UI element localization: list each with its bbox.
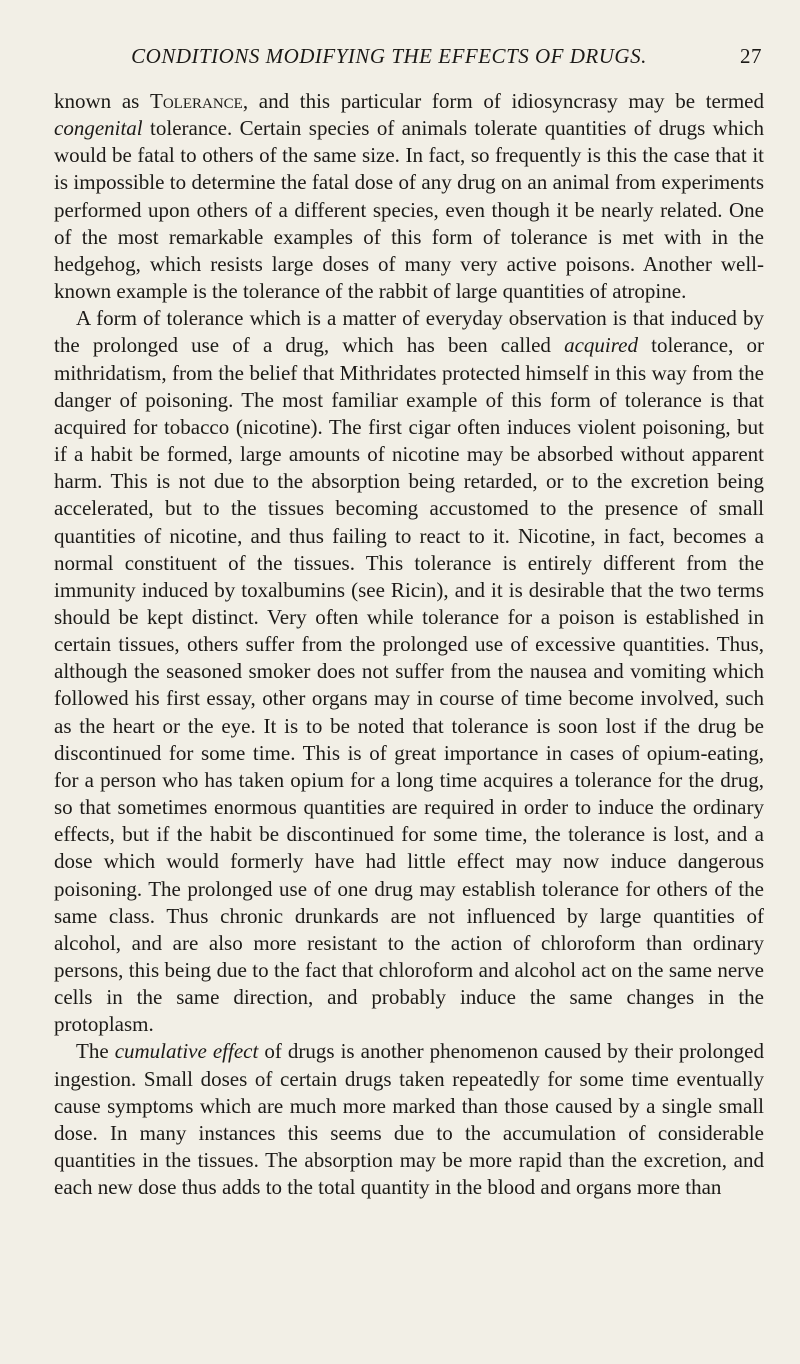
text-run: tolerance. Certain species of animals tolerate quantities of drugs which would be fatal to others of the same size. In fact, so frequently is this the case that it is impossible to determine the fatal dose of any drug on an animal from experiments performed upon others of a different species, even though it be nearly related. One of the most remarkable examples of this form of tolerance is met with in the hedgehog, which resists large doses of many very active poisons. Another well-known example is the tolerance of the rabbit of large quantities of atropine.: [54, 116, 764, 304]
paragraph-acquired-tolerance: [54, 305, 764, 1038]
text-run: of drugs is another phenomenon caused by their prolonged ingestion. Small doses of certain drugs taken repeatedly for some time eventually cause symptoms which are much more marked than those caused by a single small dose. In many instances this seems due to the accumulation of considerable quantities in the tissues. The absorption may be more rapid than the excretion, and each new dose thus adds to the total quantity in the blood and organs more than: [54, 1039, 764, 1200]
term-tolerance: Tolerance: [150, 89, 243, 113]
running-title: CONDITIONS MODIFYING THE EFFECTS OF DRUGS.: [131, 44, 647, 68]
term-congenital: congenital: [54, 116, 143, 141]
running-head: [54, 44, 764, 82]
paragraph-tolerance: [54, 88, 764, 305]
text-run: tolerance, or mithridatism, from the belief that Mithridates protected himself in this way from the danger of poisoning. The most familiar example of this form of tolerance is that acquired for tobacco (nicotine). The first cigar often induces violent poisoning, but if a habit be formed, large amounts of nicotine may be absorbed without apparent harm. This is not due to the absorption being retarded, or to the excretion being accelerated, but to the tissues becoming accustomed to the presence of small quantities of nicotine, and thus failing to react to it. Nicotine, in fact, becomes a normal constituent of the tissues. This tolerance is entirely different from the immunity induced by toxalbumins (see Ricin), and it is desirable that the two terms should be kept distinct. Very often while tolerance for a poison is established in certain tissues, others suffer from the prolonged use of excessive quantities. Thus, although the seasoned smoker does not suffer from the nausea and vomiting which followed his first essay, other organs may in course of time become involved, such as the heart or the eye. It is to be noted that tolerance is soon lost if the drug be discontinued for some time. This is of great importance in cases of opium-eating, for a person who has taken opium for a long time acquires a tolerance for the drug, so that sometimes enormous quantities are required in order to induce the ordinary effects, but if the habit be discontinued for some time, the tolerance is lost, and a dose which would formerly have had little effect may now induce dangerous poisoning. The prolonged use of one drug may establish tolerance for others of the same class. Thus chronic drunkards are not influenced by large quantities of alcohol, and are also more resistant to the action of chloroform than ordinary persons, this being due to the fact that chloroform and alcohol act on the same nerve cells in the same direction, and probably induce the same changes in the protoplasm.: [54, 333, 764, 1037]
page-number: 27: [740, 44, 762, 68]
term-acquired: acquired: [564, 333, 638, 358]
text-run: , and this particular form of idiosyncrasy may be termed: [242, 89, 764, 113]
paragraph-cumulative-effect: [54, 1038, 764, 1201]
text-run: A form of tolerance which is a matter of everyday observation is that induced by the prolonged use of a drug, which has been called: [54, 306, 764, 358]
text-run: The: [76, 1039, 115, 1064]
text-run: known as: [54, 89, 151, 113]
body-text: [54, 88, 764, 1201]
term-cumulative-effect: cumulative effect: [114, 1039, 259, 1064]
